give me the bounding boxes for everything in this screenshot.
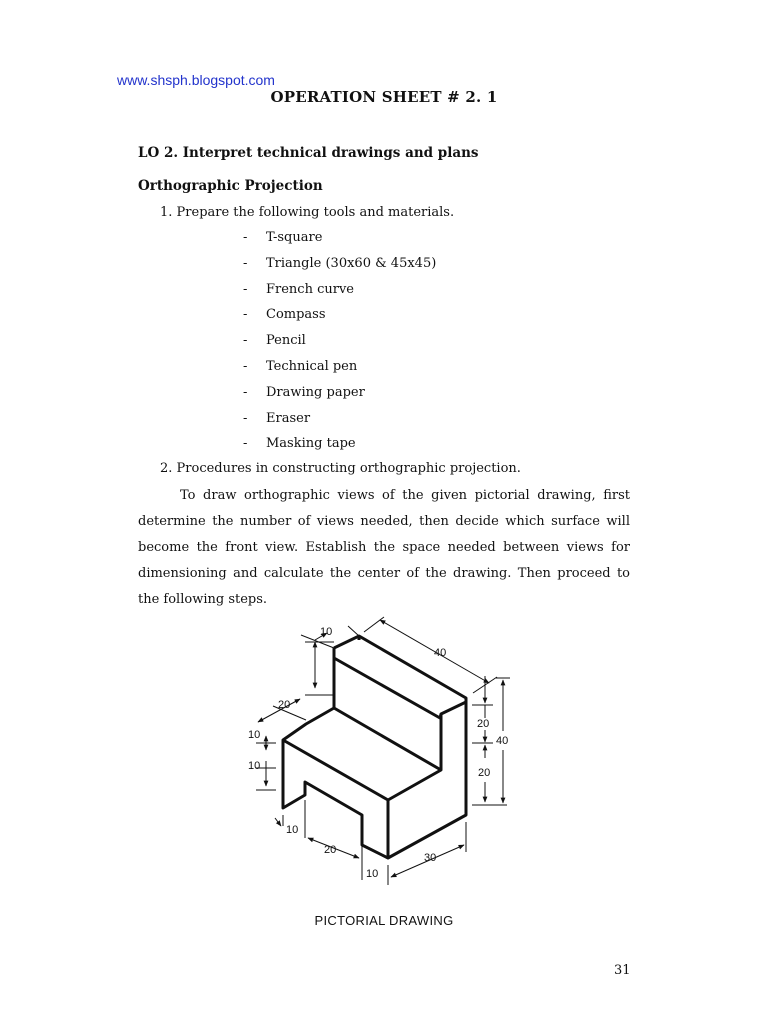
tool-label: Technical pen xyxy=(266,358,358,374)
procedure-paragraph xyxy=(138,483,630,613)
list-item xyxy=(243,227,436,253)
tool-label: Triangle (30x60 & 45x45) xyxy=(266,255,437,271)
dimension-lines xyxy=(256,617,510,885)
list-dash: - xyxy=(243,358,248,374)
list-dash: - xyxy=(243,281,248,297)
dim-right-total: 40 xyxy=(496,735,509,747)
object-outline xyxy=(283,636,466,858)
dim-left-lower: 10 xyxy=(248,760,261,772)
list-dash: - xyxy=(243,384,248,400)
tool-label: Compass xyxy=(266,307,326,323)
tool-label: Eraser xyxy=(266,410,311,426)
dim-left-upper: 10 xyxy=(248,729,261,741)
dim-right-lower: 20 xyxy=(478,767,491,779)
blog-link[interactable]: www.shsph.blogspot.com xyxy=(117,72,275,88)
list-item xyxy=(243,408,436,434)
pictorial-drawing xyxy=(240,612,530,902)
dim-width: 30 xyxy=(424,852,437,864)
dim-bottom-leg2: 10 xyxy=(366,868,379,880)
page-number: 31 xyxy=(614,963,631,978)
list-dash: - xyxy=(243,436,248,452)
dim-length: 40 xyxy=(434,647,447,659)
dim-bottom-leg: 10 xyxy=(286,824,299,836)
dim-top-depth: 10 xyxy=(320,626,333,638)
tool-label: French curve xyxy=(266,281,354,297)
list-dash: - xyxy=(243,255,248,271)
dim-right-upper: 20 xyxy=(477,718,490,730)
tool-label: Masking tape xyxy=(266,436,356,452)
tool-label: Drawing paper xyxy=(266,384,365,400)
list-item xyxy=(243,433,436,459)
list-dash: - xyxy=(243,410,248,426)
dim-bottom-gap: 20 xyxy=(324,844,337,856)
lo-heading: LO 2. Interpret technical drawings and plans xyxy=(138,145,479,161)
list-item xyxy=(243,279,436,305)
list-item xyxy=(243,330,436,356)
dim-step-depth: 20 xyxy=(278,699,291,711)
list-dash: - xyxy=(243,230,248,245)
tools-list xyxy=(243,227,436,459)
step-1: 1. Prepare the following tools and materials. xyxy=(160,205,455,220)
figure-caption: PICTORIAL DRAWING xyxy=(314,913,454,928)
list-dash: - xyxy=(243,333,248,349)
list-dash: - xyxy=(243,307,248,323)
list-item xyxy=(243,304,436,330)
list-item xyxy=(243,382,436,408)
list-item xyxy=(243,356,436,382)
section-heading: Orthographic Projection xyxy=(138,178,323,194)
tool-label: Pencil xyxy=(266,333,306,349)
page-title: OPERATION SHEET # 2. 1 xyxy=(270,88,498,106)
list-item xyxy=(243,253,436,279)
step-2: 2. Procedures in constructing orthographic projection. xyxy=(160,461,521,476)
paragraph-text: To draw orthographic views of the given pictorial drawing, first determine the number of views needed, then decide which surface will become the front view. Establish the space needed between views for dimensioning and calculate the center of the drawing. Then proceed to the following steps. xyxy=(138,488,630,607)
tool-label: T-square xyxy=(266,230,323,245)
